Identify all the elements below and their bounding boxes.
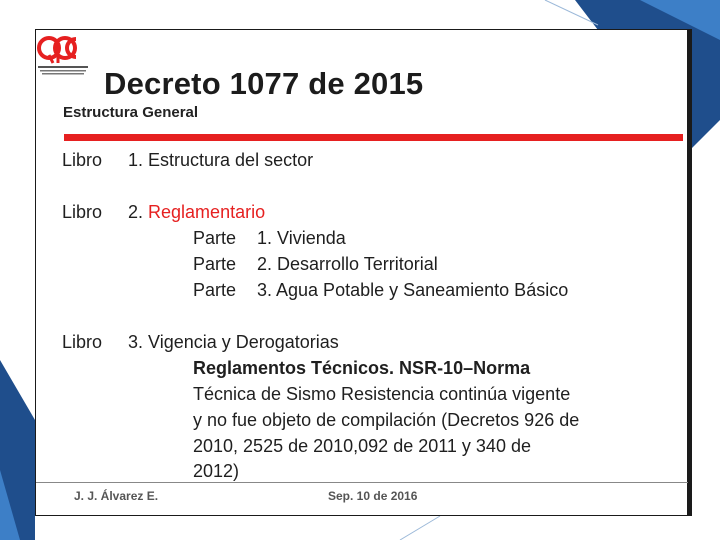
- book-2-number: 2.: [128, 202, 144, 222]
- book-3-title: 3. Vigencia y Derogatorias: [128, 332, 339, 352]
- book-3-label: Libro: [62, 332, 103, 352]
- book-3-item: [62, 331, 339, 353]
- part-label: Parte: [193, 254, 237, 274]
- book-3-detail-line: y no fue objeto de compilación (Decretos 926 de: [193, 410, 580, 430]
- part-item: [193, 279, 569, 301]
- part-title: 1. Vivienda: [257, 228, 346, 248]
- footer-rule: [36, 482, 688, 483]
- part-label: Parte: [193, 280, 237, 300]
- book-3-detail-line: 2012): [193, 461, 240, 481]
- title-red-rule: [64, 134, 683, 141]
- book-1-item: [62, 149, 314, 171]
- book-1-title: 1. Estructura del sector: [128, 150, 314, 170]
- footer-date: Sep. 10 de 2016: [328, 489, 418, 503]
- book-3-detail-line: Reglamentos Técnicos. NSR-10–Norma: [193, 358, 531, 378]
- deco-line: [400, 516, 440, 540]
- book-2-item: [62, 201, 266, 223]
- part-title: 2. Desarrollo Territorial: [257, 254, 438, 274]
- book-1-label: Libro: [62, 150, 103, 170]
- frame-right-border: [688, 29, 692, 516]
- part-label: Parte: [193, 228, 237, 248]
- part-item: [193, 253, 438, 275]
- part-title: 3. Agua Potable y Saneamiento Básico: [257, 280, 569, 300]
- footer-author: J. J. Álvarez E.: [74, 489, 159, 503]
- slide-title: Decreto 1077 de 2015: [104, 66, 424, 101]
- slide-subtitle: Estructura General: [63, 104, 199, 121]
- book-2-label: Libro: [62, 202, 103, 222]
- book-2-title: Reglamentario: [148, 202, 266, 222]
- part-item: [193, 227, 346, 249]
- book-3-detail-line: Técnica de Sismo Resistencia continúa vigente: [193, 384, 571, 404]
- book-3-detail-line: 2010, 2525 de 2010,092 de 2011 y 340 de: [193, 436, 531, 456]
- organization-logo: [36, 33, 90, 79]
